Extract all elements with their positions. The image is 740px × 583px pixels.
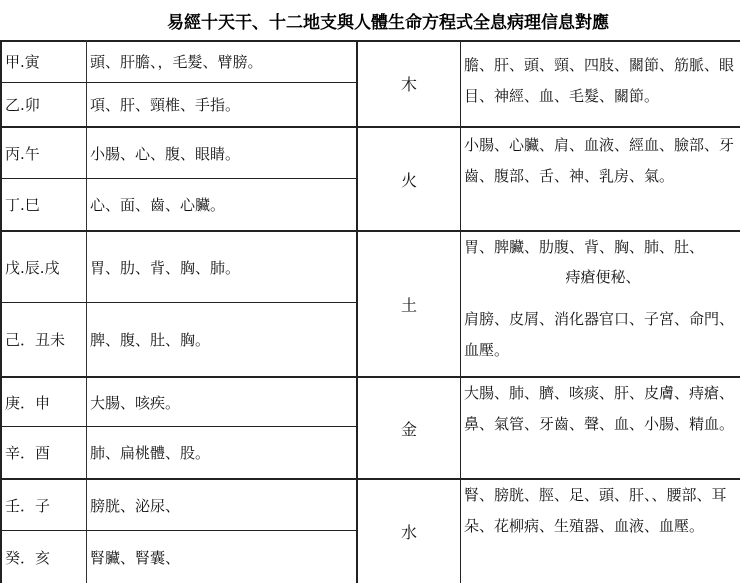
table-row-metal xyxy=(2,378,740,480)
ganzhi-cell: 庚．申 xyxy=(5,393,51,412)
pathology-cell: 胃、脾臟、肋腹、背、胸、肺、肚、 xyxy=(464,238,705,256)
stem-row xyxy=(2,179,356,230)
table-row-wood xyxy=(2,40,740,128)
stem-row xyxy=(2,427,356,478)
organs-cell: 胃、肋、背、胸、肺。 xyxy=(90,258,241,277)
pathology-cell: 膽、肝、頭、頸、四肢、關節、筋脈、眼目、神經、血、毛髮、關節。 xyxy=(464,56,735,105)
ganzhi-cell: 甲.寅 xyxy=(5,52,40,71)
organs-cell: 脾、腹、肚、胸。 xyxy=(90,331,211,349)
organs-cell: 項、肝、頸椎、手指。 xyxy=(90,96,241,114)
table-row-fire xyxy=(2,128,740,232)
stem-row xyxy=(2,531,356,583)
stem-row xyxy=(2,480,356,531)
table-row-water xyxy=(2,480,740,583)
ganzhi-cell: 乙.卯 xyxy=(5,96,40,114)
stem-row xyxy=(2,303,356,376)
ganzhi-cell: 己．丑未 xyxy=(5,331,66,349)
organs-cell: 心、面、齒、心臟。 xyxy=(90,196,226,214)
cell-divider xyxy=(86,232,87,302)
table-row-earth xyxy=(2,232,740,378)
stem-row xyxy=(2,128,356,179)
cell-divider xyxy=(86,480,87,530)
organs-cell: 肺、扁桃體、股。 xyxy=(90,444,211,462)
organs-cell: 膀胱、泌尿、 xyxy=(90,496,181,515)
cell-divider xyxy=(86,427,87,478)
ganzhi-cell: 癸．亥 xyxy=(5,548,51,567)
organs-cell: 大腸、咳疾。 xyxy=(90,393,181,412)
table-title xyxy=(0,0,740,42)
organs-cell: 腎臟、腎囊、 xyxy=(90,548,181,567)
stems-column xyxy=(2,40,358,126)
pathology-cell: 肩膀、皮屑、消化器官口、子宮、命門、血壓。 xyxy=(464,310,735,359)
organs-cell: 頭、肝膽、，毛髮、臂膀。 xyxy=(90,52,263,71)
cell-divider xyxy=(86,531,87,583)
cell-divider xyxy=(86,378,87,426)
cell-divider xyxy=(86,303,87,376)
pathology-cell: 小腸、心臟、肩、血液、經血、臉部、牙齒、腹部、舌、神、乳房、氣。 xyxy=(464,136,735,185)
cell-divider xyxy=(86,179,87,230)
pathology-cell: 腎、膀胱、脛、足、頭、肝、、腰部、耳朵、花柳病、生殖器、血液、血壓。 xyxy=(464,486,727,535)
element-cell: 木 xyxy=(358,40,461,126)
element-cell: 火 xyxy=(358,128,461,230)
element-cell: 土 xyxy=(358,232,461,376)
ganzhi-cell: 丁.巳 xyxy=(5,196,40,214)
cell-divider xyxy=(86,83,87,126)
stem-row xyxy=(2,83,356,126)
stem-row xyxy=(2,378,356,427)
ganzhi-cell: 壬．子 xyxy=(5,496,51,515)
ganzhi-cell: 辛．酉 xyxy=(5,444,51,462)
ganzhi-cell: 戊.辰.戌 xyxy=(5,258,60,277)
stem-row xyxy=(2,40,356,83)
pathology-cell: 大腸、肺、臍、咳痰、肝、皮膚、痔瘡、鼻、氣管、牙齒、聲、血、小腸、精血。 xyxy=(464,384,735,433)
stems-column xyxy=(2,480,358,583)
stems-column xyxy=(2,128,358,230)
element-cell: 水 xyxy=(358,480,461,583)
title-text: 易經十天干、十二地支與人體生命方程式全息病理信息對應 xyxy=(167,12,609,33)
stems-column xyxy=(2,378,358,478)
stems-column xyxy=(2,232,358,376)
cell-divider xyxy=(86,40,87,82)
ganzhi-cell: 丙.午 xyxy=(5,144,40,163)
stem-row xyxy=(2,232,356,303)
element-cell: 金 xyxy=(358,378,461,478)
organs-cell: 小腸、心、腹、眼睛。 xyxy=(90,144,241,163)
correspondence-table xyxy=(0,40,740,583)
pathology-cell: 痔瘡便秘、 xyxy=(565,268,641,286)
cell-divider xyxy=(86,128,87,178)
